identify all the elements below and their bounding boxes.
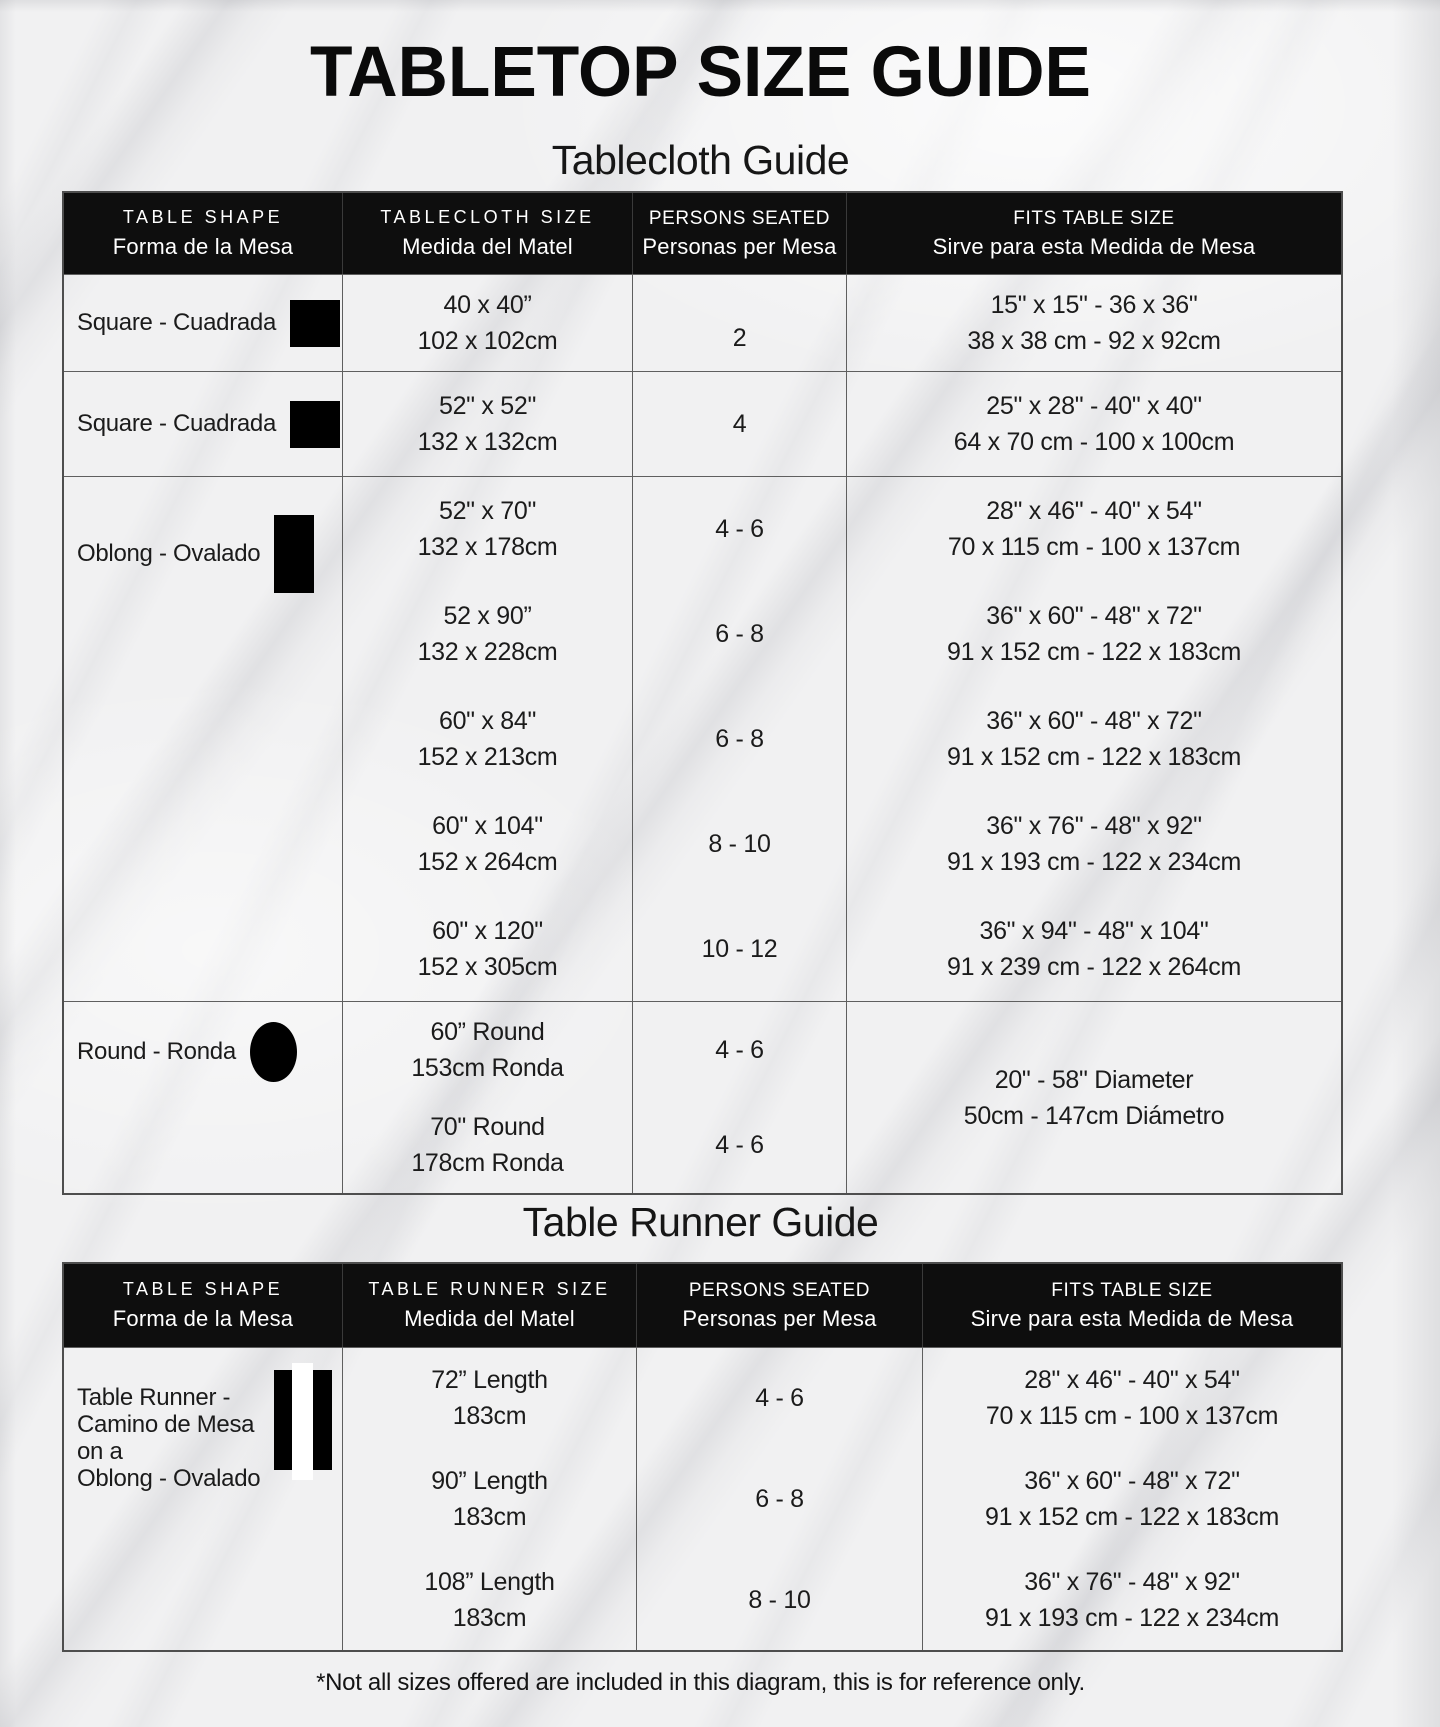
header-table-runner-size-en: TABLE RUNNER SIZE [368,1279,611,1299]
size-cell [343,1348,636,1449]
size-inches: 108” Length [424,1567,555,1596]
section-square-40 [64,274,1341,371]
persons-cell [633,791,846,896]
shape-label: Square - Cuadrada [77,309,277,336]
size-column [342,477,632,1001]
fits-inches: 36" x 60" - 48" x 72" [1024,1466,1240,1495]
persons-cell [633,582,846,687]
persons-count: 6 - 8 [755,1484,804,1513]
header-table-shape [64,193,342,274]
fits-cell [847,687,1341,792]
size-cm: 183cm [452,1603,527,1632]
fits-cell [847,372,1341,476]
persons-count: 10 - 12 [701,934,778,963]
persons-count: 4 - 6 [715,1035,764,1064]
fits-cm: 38 x 38 cm - 92 x 92cm [967,327,1221,355]
size-cm: 152 x 213cm [417,742,558,771]
header-table-runner-size [342,1264,636,1347]
persons-column [632,477,846,1001]
fits-inches: 25" x 28" - 40" x 40" [986,392,1202,420]
header-table-shape-en: TABLE SHAPE [122,207,284,227]
shape-label-line: Oblong - Ovalado [77,1465,261,1492]
size-cell [343,687,632,792]
fits-cell [847,477,1341,582]
header-tablecloth-size-en: TABLECLOTH SIZE [380,207,595,227]
size-inches: 40 x 40” [443,291,532,319]
fits-column [846,477,1341,1001]
fits-cell-merged [847,1002,1341,1193]
section-oblong [64,476,1341,1001]
tablecloth-guide-heading: Tablecloth Guide [551,137,850,183]
header-tablecloth-size [342,193,632,274]
size-cm: 183cm [452,1502,527,1531]
square-icon [290,300,340,347]
size-cell [343,1449,636,1550]
tablecloth-guide-table [62,191,1343,1195]
header-fits-table-size-es: Sirve para esta Medida de Mesa [932,233,1256,259]
shape-label [77,1384,260,1492]
size-inches: 52" x 52" [438,392,537,420]
header-fits-table-size-es: Sirve para esta Medida de Mesa [970,1305,1294,1331]
persons-cell [633,372,846,476]
persons-count: 8 - 10 [748,1585,811,1614]
size-column [342,372,632,476]
shape-label-line: Camino de Mesa [77,1411,255,1438]
size-cm: 152 x 264cm [417,847,558,876]
size-inches: 60" x 120" [432,916,543,945]
fits-inches: 36" x 60" - 48" x 72" [986,602,1202,631]
section-table-runner [64,1347,1341,1650]
fits-cm: 91 x 193 cm - 122 x 234cm [946,847,1242,876]
size-cell [343,896,632,1001]
fits-inches: 36" x 76" - 48" x 92" [1024,1567,1240,1596]
fits-column [846,275,1341,371]
fits-inches: 28" x 46" - 40" x 54" [986,497,1202,526]
fits-cm: 70 x 115 cm - 100 x 137cm [947,533,1241,562]
fits-inches: 28" x 46" - 40" x 54" [1024,1366,1240,1395]
header-persons-seated-en: PERSONS SEATED [688,1279,871,1301]
size-column [342,1002,632,1193]
header-table-shape-en: TABLE SHAPE [122,1279,284,1299]
fits-inches: 36" x 60" - 48" x 72" [986,706,1202,735]
size-cell [343,275,632,371]
persons-count: 4 - 6 [715,1131,764,1160]
header-table-runner-size-es: Medida del Matel [404,1306,575,1331]
runner-header-row [64,1264,1341,1347]
header-table-shape-es: Forma de la Mesa [112,1306,294,1331]
fits-cell [847,791,1341,896]
persons-column [632,1002,846,1193]
persons-column [636,1348,922,1650]
fits-column [846,1002,1341,1193]
fits-cm: 50cm - 147cm Diámetro [963,1101,1225,1130]
size-inches: 60" x 104" [432,811,543,840]
fits-inches: 36" x 94" - 48" x 104" [979,916,1209,945]
oblong-icon [274,515,314,593]
shape-cell-square-52 [64,372,342,476]
fits-cm: 91 x 239 cm - 122 x 264cm [946,952,1242,981]
header-table-shape [64,1264,342,1347]
persons-count: 4 [732,410,747,438]
persons-count: 6 - 8 [715,620,764,649]
size-cell [343,582,632,687]
persons-cell [637,1449,922,1550]
persons-cell [633,477,846,582]
fits-inches: 20" - 58" Diameter [994,1065,1194,1094]
size-inches: 60" x 84" [438,706,537,735]
header-tablecloth-size-es: Medida del Matel [402,234,573,259]
runner-icon [274,1370,332,1470]
fits-cell [847,896,1341,1001]
size-cm: 152 x 305cm [417,952,558,981]
header-persons-seated-en: PERSONS SEATED [648,207,831,229]
size-cell [343,1549,636,1650]
size-inches: 52" x 70" [438,497,537,526]
persons-count: 8 - 10 [708,829,771,858]
persons-column [632,275,846,371]
size-cell [343,1098,632,1194]
header-persons-seated [636,1264,922,1347]
fits-inches: 36" x 76" - 48" x 92" [986,811,1202,840]
table-runner-guide-table [62,1262,1343,1652]
size-column [342,1348,636,1650]
size-cm: 132 x 178cm [417,533,558,562]
persons-count: 6 - 8 [715,724,764,753]
fits-cm: 91 x 152 cm - 122 x 183cm [946,638,1242,667]
persons-count: 2 [732,324,747,352]
fits-cell [847,582,1341,687]
size-cell [343,791,632,896]
footnote: *Not all sizes offered are included in this diagram, this is for reference only. [316,1669,1085,1696]
size-inches: 70" Round [430,1113,545,1142]
header-persons-seated-es: Personas per Mesa [642,233,837,259]
size-cell [343,372,632,476]
circle-icon [250,1022,297,1082]
persons-cell [637,1549,922,1650]
fits-cell [847,275,1341,371]
persons-cell [637,1348,922,1449]
size-cm: 132 x 132cm [417,428,558,456]
fits-column [922,1348,1341,1650]
persons-cell [633,1002,846,1098]
size-cell [343,1002,632,1098]
fits-cm: 64 x 70 cm - 100 x 100cm [953,428,1235,456]
fits-cm: 70 x 115 cm - 100 x 137cm [985,1402,1279,1431]
size-inches: 60” Round [430,1017,545,1046]
persons-count: 4 - 6 [755,1384,804,1413]
size-cm: 153cm Ronda [411,1053,564,1082]
fits-inches: 15" x 15" - 36 x 36" [990,291,1198,319]
persons-column [632,372,846,476]
persons-cell [633,896,846,1001]
shape-cell-oblong [64,477,342,1001]
size-cm: 132 x 228cm [417,638,558,667]
square-icon [290,401,340,448]
fits-cm: 91 x 152 cm - 122 x 183cm [984,1502,1280,1531]
size-cm: 183cm [452,1402,527,1431]
shape-cell-round [64,1002,342,1193]
shape-cell-table-runner [64,1348,342,1650]
header-fits-table-size [846,193,1341,274]
shape-cell-square-40 [64,275,342,371]
fits-cell [923,1449,1341,1550]
persons-cell [633,687,846,792]
persons-cell [633,1098,846,1194]
size-cell [343,477,632,582]
fits-column [846,372,1341,476]
shape-label-line: Table Runner - [77,1384,231,1411]
size-inches: 72” Length [431,1366,548,1395]
section-square-52 [64,371,1341,476]
shape-label: Square - Cuadrada [77,410,277,437]
size-inches: 90” Length [431,1466,548,1495]
size-column [342,275,632,371]
shape-label: Oblong - Ovalado [77,540,261,567]
header-fits-table-size-en: FITS TABLE SIZE [1013,207,1175,229]
fits-cell [923,1549,1341,1650]
tablecloth-header-row [64,193,1341,274]
size-inches: 52 x 90” [443,602,532,631]
persons-count: 4 - 6 [715,515,764,544]
size-cm: 178cm Ronda [411,1149,564,1178]
shape-label: Round - Ronda [77,1038,236,1065]
header-table-shape-es: Forma de la Mesa [112,234,294,259]
table-runner-guide-heading: Table Runner Guide [522,1199,879,1245]
fits-cm: 91 x 152 cm - 122 x 183cm [946,742,1242,771]
header-persons-seated-es: Personas per Mesa [682,1305,877,1331]
fits-cell [923,1348,1341,1449]
header-persons-seated [632,193,846,274]
persons-cell [633,275,846,371]
shape-label-line: on a [77,1438,123,1465]
header-fits-table-size-en: FITS TABLE SIZE [1051,1279,1213,1301]
header-fits-table-size [922,1264,1341,1347]
page-title: TABLETOP SIZE GUIDE [310,33,1091,112]
size-cm: 102 x 102cm [417,327,558,355]
section-round [64,1001,1341,1193]
fits-cm: 91 x 193 cm - 122 x 234cm [984,1603,1280,1632]
